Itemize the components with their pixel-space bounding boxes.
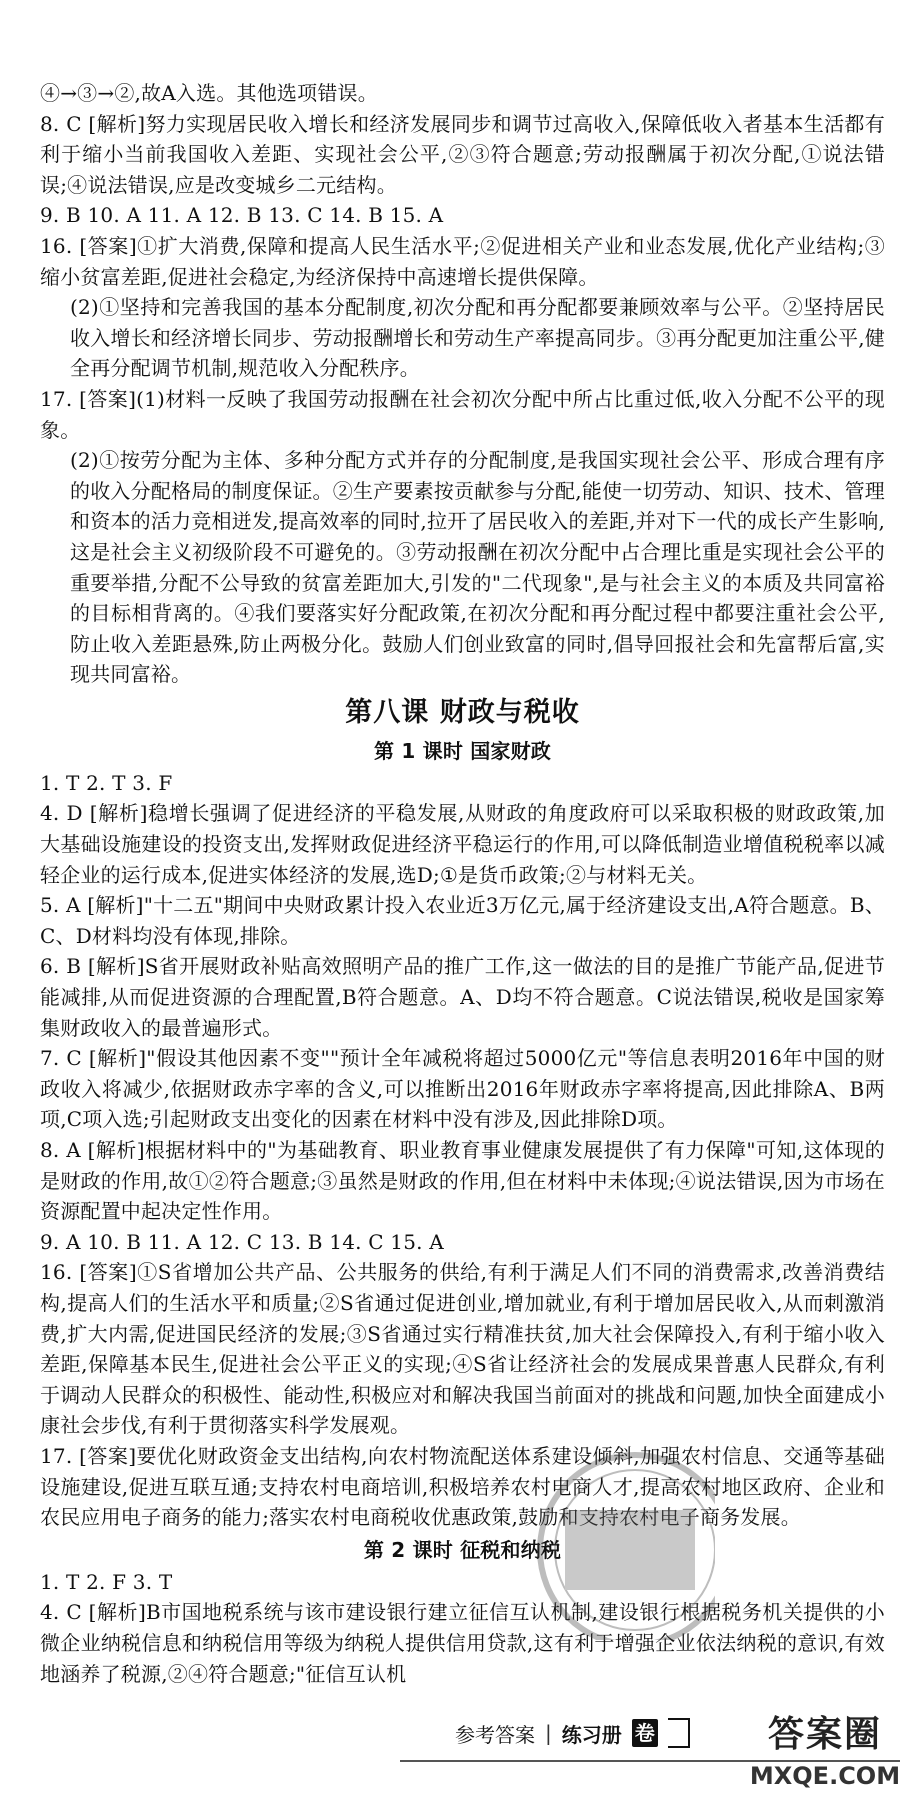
paragraph: 8. A [解析]根据材料中的"为基础教育、职业教育事业健康发展提供了有力保障"可知,这体现的是财政的作用,故①②符合题意;③虽然是财政的作用,但在材料中未体现;④说法错误,因为市场在资源配置中起决定性作用。 bbox=[40, 1138, 885, 1224]
footer-separator: | bbox=[545, 1721, 552, 1745]
section-title: 第 1 课时 国家财政 bbox=[373, 738, 551, 763]
footer-juan-badge: 卷 bbox=[632, 1719, 658, 1747]
paragraph: (2)①按劳分配为主体、多种分配方式并存的分配制度,是我国实现社会公平、形成合理有序的收入分配格局的制度保证。②生产要素按贡献参与分配,能使一切劳动、知识、技术、管理和资本的活力竞相迸发,提高效率的同时,拉开了居民收入的差距,并对下一代的成长产生影响,这是社会主义初级阶段不可避免的。③劳动报酬在初次分配中占合理比重是实现社会公平的重要举措,分配不公导致的贫富差距加大,引发的"二代现象",是与社会主义的本质及共同富裕的目标相背离的。④我们要落实好分配政策,在初次分配和再分配过程中都要注重社会公平,防止收入差距悬殊,防止两极分化。鼓励人们创业致富的同时,倡导回报社会和先富帮后富,实现共同富裕。 bbox=[70, 448, 885, 687]
footer-label-answers: 参考答案 bbox=[455, 1722, 535, 1747]
watermark-url: MXQE.COM bbox=[749, 1762, 901, 1790]
paragraph: 16. [答案]①扩大消费,保障和提高人民生活水平;②促进相关产业和业态发展,优化产业结构;③缩小贫富差距,促进社会稳定,为经济保持中高速增长提供保障。 bbox=[40, 233, 885, 289]
paragraph: 9. A 10. B 11. A 12. C 13. B 14. C 15. A bbox=[40, 1229, 444, 1254]
paragraph: 1. T 2. T 3. F bbox=[40, 770, 173, 795]
paragraph: 9. B 10. A 11. A 12. B 13. C 14. B 15. A bbox=[40, 203, 444, 228]
paragraph: 5. A [解析]"十二五"期间中央财政累计投入农业近3万亿元,属于经济建设支出,A符合题意。B、C、D材料均没有体现,排除。 bbox=[40, 893, 885, 948]
paragraph: (2)①坚持和完善我国的基本分配制度,初次分配和再分配都要兼顾效率与公平。②坚持居民收入增长和经济增长同步、劳动报酬增长和劳动生产率提高同步。③再分配更加注重公平,健全再分配调节机制,规范收入分配秩序。 bbox=[70, 295, 885, 381]
lesson-title: 第八课 财政与税收 bbox=[345, 696, 580, 728]
paragraph: 17. [答案](1)材料一反映了我国劳动报酬在社会初次分配中所占比重过低,收入分配不公平的现象。 bbox=[40, 386, 885, 442]
paragraph: 8. C [解析]努力实现居民收入增长和经济发展同步和调节过高收入,保障低收入者基本生活都有利于缩小当前我国收入差距、实现社会公平,②③符合题意;劳动报酬属于初次分配,①说法错误;④说法错误,应是改变城乡二元结构。 bbox=[40, 111, 885, 197]
paragraph: 17. [答案]要优化财政资金支出结构,向农村物流配送体系建设倾斜,加强农村信息、交通等基础设施建设,促进互联互通;支持农村电商培训,积极培养农村电商人才,提高农村地区政府、企业和农民应用电子商务的能力;落实农村电商税收优惠政策,鼓励和支持农村电子商务发展。 bbox=[40, 1443, 885, 1530]
paragraph: ④→③→②,故A入选。其他选项错误。 bbox=[40, 81, 378, 105]
paragraph: 7. C [解析]"假设其他因素不变""预计全年减税将超过5000亿元"等信息表明2016年中国的财政收入将减少,依据财政赤字率的含义,可以推断出2016年财政赤字率将提高,因此排除A、B两项,C项入选;引起财政支出变化的因素在材料中没有涉及,因此排除D项。 bbox=[40, 1046, 885, 1132]
paragraph: 6. B [解析]S省开展财政补贴高效照明产品的推广工作,这一做法的目的是推广节能产品,促进节能减排,从而促进资源的合理配置,B符合题意。A、D均不符合题意。C说法错误,税收是国家筹集财政收入的最普遍形式。 bbox=[40, 954, 885, 1040]
answer-content bbox=[40, 78, 885, 1689]
watermark-text: 答案圈 bbox=[767, 1714, 882, 1755]
footer-label-book: 练习册 bbox=[561, 1722, 622, 1747]
paragraph: 4. C [解析]B市国地税系统与该市建设银行建立征信互认机制,建设银行根据税务机关提供的小微企业纳税信息和纳税信用等级为纳税人提供信用贷款,这有利于增强企业依法纳税的意识,有效地涵养了税源,②④符合题意;"征信互认机 bbox=[40, 1600, 885, 1686]
paragraph: 4. D [解析]稳增长强调了促进经济的平稳发展,从财政的角度政府可以采取积极的财政政策,加大基础设施建设的投资支出,发挥财政促进经济平稳运行的作用,可以降低制造业增值税税率以减轻企业的运行成本,促进实体经济的发展,选D;①是货币政策;②与材料无关。 bbox=[40, 801, 885, 887]
paragraph: 16. [答案]①S省增加公共产品、公共服务的供给,有利于满足人们不同的消费需求,改善消费结构,提高人们的生活水平和质量;②S省通过促进创业,增加就业,有利于增加居民收入,从而刺激消费,扩大内需,促进国民经济的发展;③S省通过实行精准扶贫,加大社会保障投入,有利于缩小收入差距,保障基本民生,促进社会公平正义的实现;④S省让经济社会的发展成果普惠人民群众,有利于调动人民群众的积极性、能动性,积极应对和解决我国当前面对的挑战和问题,加快全面建成小康社会步伐,有利于贯彻落实科学发展观。 bbox=[40, 1260, 885, 1438]
page-number-box bbox=[668, 1718, 690, 1748]
paragraph: 1. T 2. F 3. T bbox=[40, 1569, 173, 1594]
watermark-logo bbox=[740, 1700, 910, 1796]
page-footer bbox=[455, 1716, 690, 1750]
section-title: 第 2 课时 征税和纳税 bbox=[363, 1537, 562, 1562]
